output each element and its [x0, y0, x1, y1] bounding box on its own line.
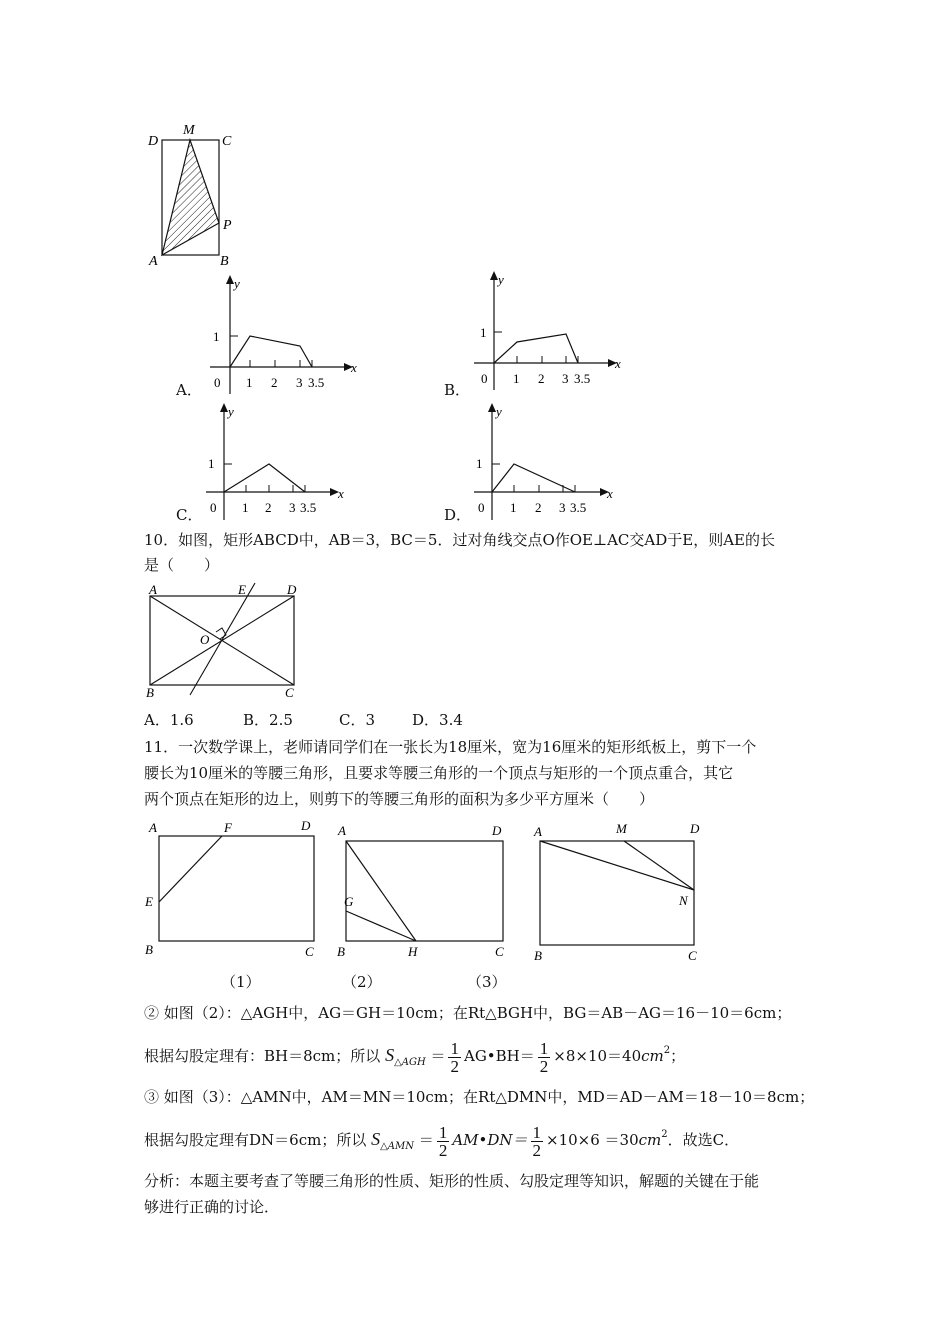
q11-line3: 两个顶点在矩形的边上，则剪下的等腰三角形的面积为多少平方厘米（ ）	[144, 790, 655, 808]
x-tick: 2	[535, 500, 542, 515]
x-tick: 3	[289, 500, 296, 515]
caption-1: （1）	[221, 973, 261, 991]
origin-label: 0	[210, 500, 217, 515]
analysis-line1: 分析：本题主要考查了等腰三角形的性质、矩形的性质、勾股定理等知识，解题的关键在于能	[144, 1172, 760, 1190]
label-H: H	[408, 944, 418, 959]
label-D: D	[148, 134, 159, 149]
x-tick: 3	[559, 500, 566, 515]
graph-D	[464, 398, 634, 523]
label-N: N	[679, 893, 688, 908]
case3-text: 根据勾股定理有DN＝6cm；所以	[144, 1131, 367, 1149]
area-symbol: S	[385, 1045, 395, 1065]
x-axis-label: x	[351, 360, 357, 375]
fraction-numerator: 1	[539, 1038, 549, 1058]
x-tick: 2	[265, 500, 272, 515]
solution-case3-line1: ③ 如图（3）：△AMN中，AM＝MN＝10cm；在Rt△DMN中，MD＝AD－AM＝18－10＝8cm；	[144, 1088, 815, 1106]
label-B: B	[534, 948, 542, 963]
x-tick: 3	[296, 375, 303, 390]
equals: ＝	[430, 1047, 446, 1065]
label-A: A	[149, 254, 158, 269]
q10-line1: 10．如图，矩形ABCD中，AB＝3，BC＝5．过对角线交点O作OE⊥AC交AD于E，则AE的长	[144, 531, 775, 549]
option-C-label: C．	[176, 506, 203, 524]
x-tick: 3	[562, 371, 569, 386]
label-C: C	[495, 944, 504, 959]
label-C: C	[688, 948, 697, 963]
x-tick: 1	[246, 375, 253, 390]
graph-C	[196, 398, 366, 523]
option-A-label: A．	[176, 381, 202, 399]
label-D: D	[287, 582, 297, 597]
case2-text: 根据勾股定理有：BH＝8cm；所以	[144, 1047, 381, 1065]
label-C: C	[285, 685, 294, 700]
unit-exponent: 2	[661, 1129, 668, 1140]
label-A: A	[534, 824, 542, 839]
x-tick: 2	[271, 375, 278, 390]
x-tick: 1	[510, 500, 517, 515]
origin-label: 0	[214, 375, 221, 390]
label-B: B	[337, 944, 345, 959]
area-subscript: △AGH	[394, 1057, 426, 1068]
label-M: M	[183, 123, 195, 138]
fraction-half	[531, 1124, 544, 1159]
fraction-denominator: 2	[438, 1140, 448, 1160]
case2-calc: ×8×10＝40	[553, 1047, 642, 1065]
q10-option-B: B．2.5	[243, 711, 293, 729]
option-D-label: D．	[444, 506, 472, 524]
label-O: O	[200, 632, 210, 647]
fraction-denominator: 2	[450, 1056, 459, 1076]
y-axis-label: y	[228, 404, 234, 419]
y-axis-label: y	[498, 272, 504, 287]
area-subscript: △AMN	[380, 1141, 415, 1152]
q11-figure-2	[330, 814, 520, 964]
fraction-numerator: 1	[450, 1038, 459, 1058]
case2-product: AG•BH＝	[463, 1047, 535, 1065]
fraction-half	[448, 1040, 461, 1075]
y-tick-1: 1	[208, 456, 215, 471]
label-A: A	[338, 823, 346, 838]
label-E: E	[145, 894, 153, 909]
fraction-half	[538, 1040, 551, 1075]
label-D: D	[301, 818, 311, 833]
q10-option-D: D．3.4	[412, 711, 463, 729]
x-tick: 3.5	[300, 500, 317, 515]
x-tick: 3.5	[574, 371, 591, 386]
x-axis-label: x	[338, 486, 344, 501]
q11-figure-3	[528, 814, 718, 964]
case3-product: AM•DN＝	[452, 1131, 528, 1149]
q11-figure-1	[140, 814, 330, 964]
unit: cm	[641, 1047, 664, 1065]
x-tick: 3.5	[570, 500, 587, 515]
y-axis-label: y	[234, 276, 240, 291]
x-tick: 1	[242, 500, 249, 515]
origin-label: 0	[478, 500, 485, 515]
unit-exponent: 2	[663, 1045, 671, 1056]
fraction-numerator: 1	[532, 1122, 542, 1142]
area-symbol: S	[371, 1129, 381, 1149]
q10-option-C: C．3	[339, 711, 376, 729]
label-C: C	[305, 944, 314, 959]
label-D: D	[492, 823, 502, 838]
origin-label: 0	[481, 371, 488, 386]
option-B-label: B．	[444, 381, 471, 399]
y-axis-label: y	[496, 404, 502, 419]
x-axis-label: x	[615, 356, 621, 371]
label-P: P	[223, 218, 232, 233]
x-tick: 2	[538, 371, 545, 386]
solution-case2-line1: ② 如图（2）：△AGH中，AG＝GH＝10cm；在Rt△BGH中，BG＝AB－AG＝16－10＝6cm；	[144, 1004, 792, 1022]
graph-B	[464, 268, 634, 393]
analysis-line2: 够进行正确的讨论．	[144, 1198, 280, 1216]
y-tick-1: 1	[476, 456, 483, 471]
caption-2: （2）	[342, 973, 382, 991]
q10-option-A: A．1.6	[144, 711, 194, 729]
q10-line2: 是（ ）	[144, 556, 220, 574]
label-D: D	[690, 821, 700, 836]
case3-end: ．故选C．	[667, 1131, 740, 1149]
y-tick-1: 1	[480, 325, 487, 340]
y-tick-1: 1	[213, 329, 220, 344]
equals: ＝	[418, 1131, 434, 1149]
x-tick: 1	[513, 371, 520, 386]
label-B: B	[145, 942, 153, 957]
label-E: E	[238, 582, 246, 597]
case2-end: ；	[670, 1047, 686, 1065]
solution-case2-line2	[144, 1029, 814, 1085]
fraction-half	[437, 1124, 450, 1159]
fraction-numerator: 1	[438, 1122, 448, 1142]
q9-rectangle-figure	[140, 118, 250, 270]
x-axis-label: x	[607, 486, 613, 501]
label-C: C	[222, 134, 232, 149]
q11-line1: 11．一次数学课上，老师请同学们在一张长为18厘米，宽为16厘米的矩形纸板上，剪下一个	[144, 738, 757, 756]
unit: cm	[638, 1131, 662, 1149]
label-A: A	[149, 820, 157, 835]
label-B: B	[220, 254, 229, 269]
fraction-denominator: 2	[532, 1140, 542, 1160]
q11-line2: 腰长为10厘米的等腰三角形，且要求等腰三角形的一个顶点与矩形的一个顶点重合，其它	[144, 764, 734, 782]
q10-figure	[140, 580, 310, 702]
fraction-denominator: 2	[539, 1056, 549, 1076]
label-M: M	[616, 821, 627, 836]
solution-case3-line2	[144, 1113, 814, 1169]
x-tick: 3.5	[308, 375, 325, 390]
label-B: B	[146, 685, 154, 700]
label-A: A	[149, 582, 157, 597]
graph-A	[200, 272, 370, 397]
label-G: G	[344, 894, 354, 909]
caption-3: （3）	[467, 973, 507, 991]
case3-calc: ×10×6 ＝30	[546, 1131, 639, 1149]
label-F: F	[224, 820, 232, 835]
